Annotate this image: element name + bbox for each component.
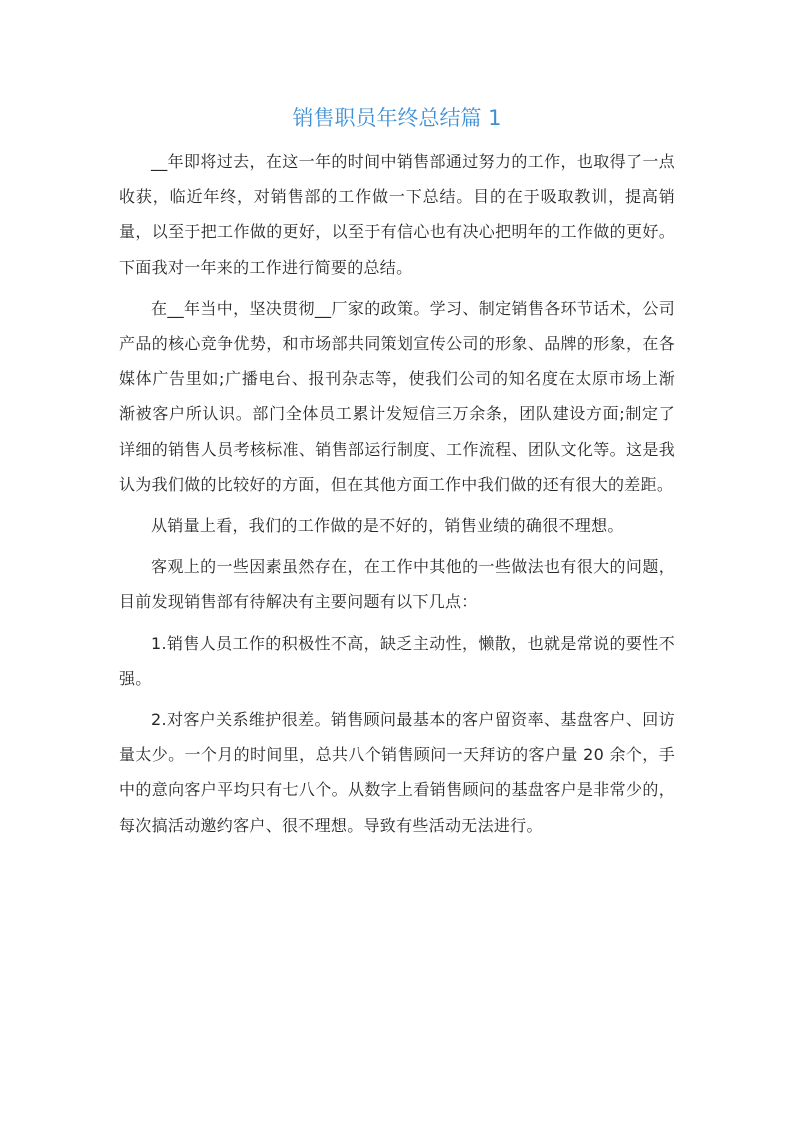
paragraph-sales-volume: 从销量上看，我们的工作做的是不好的，销售业绩的确很不理想。 (151, 516, 624, 536)
document-title: 销售职员年终总结篇 1 (292, 106, 502, 130)
document-page (119, 98, 675, 849)
paragraph-problems-intro: 客观上的一些因素虽然存在，在工作中其他的一些做法也有很大的问题，目前发现销售部有待解决有主要问题有以下几点： (119, 557, 675, 612)
paragraph-problem-2: 2.对客户关系维护很差。销售顾问最基本的客户留资率、基盘客户、回访量太少。一个月的时间里，总共八个销售顾问一天拜访的客户量 20 余个，手中的意向客户平均只有七八个。从数字上看销售顾问的基盘客户是非常少的，每次搞活动邀约客户、很不理想。导致有些活动无法进行。 (119, 710, 675, 835)
paragraph-achievements: 在__年当中，坚决贯彻__厂家的政策。学习、制定销售各环节话术，公司产品的核心竞争优势，和市场部共同策划宣传公司的形象、品牌的形象，在各媒体广告里如;广播电台、报刊杂志等，使我们公司的知名度在太原市场上渐渐被客户所认识。部门全体员工累计发短信三万余条，团队建设方面;制定了详细的销售人员考核标准、销售部运行制度、工作流程、团队文化等。这是我认为我们做的比较好的方面，但在其他方面工作中我们做的还有很大的差距。 (119, 298, 675, 494)
paragraph-problem-1: 1.销售人员工作的积极性不高，缺乏主动性，懒散，也就是常说的要性不强。 (119, 633, 675, 688)
paragraph-intro: __年即将过去，在这一年的时间中销售部通过努力的工作，也取得了一点收获，临近年终，对销售部的工作做一下总结。目的在于吸取教训，提高销量，以至于把工作做的更好，以至于有信心也有决心把明年的工作做的更好。下面我对一年来的工作进行简要的总结。 (119, 152, 675, 277)
